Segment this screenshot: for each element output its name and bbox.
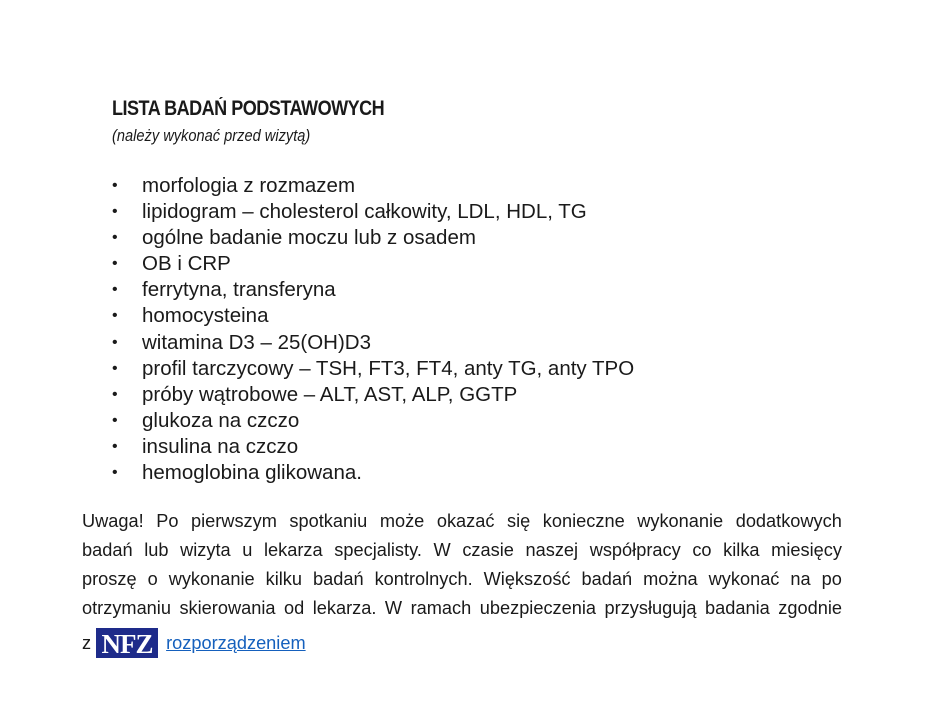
svg-text:NFZ: NFZ: [101, 629, 153, 658]
bullet-icon: •: [112, 255, 118, 273]
note-word: Uwaga!: [82, 511, 144, 531]
bullet-icon: •: [112, 437, 118, 455]
note-word: czasie: [462, 540, 514, 560]
note-word: kilku: [265, 569, 303, 589]
bullet-icon: •: [112, 385, 118, 403]
note-line: [82, 511, 842, 532]
bullet-icon: •: [112, 203, 118, 221]
note-word: proszę: [82, 569, 137, 589]
note-last-line: [82, 628, 306, 658]
note-line: [82, 598, 842, 619]
note-word: współpracy: [589, 540, 681, 560]
note-word: badań: [581, 569, 633, 589]
note-word: otrzymaniu: [82, 598, 171, 618]
note-prefix: z: [82, 632, 92, 653]
note-word: lekarza.: [312, 598, 377, 618]
note-word: wykonać: [708, 569, 780, 589]
note-word: W: [433, 540, 451, 560]
note-word: lekarza: [264, 540, 323, 560]
note-word: u: [242, 540, 253, 560]
note-line: [82, 540, 842, 561]
nfz-logo: [96, 628, 158, 658]
note-word: lub: [144, 540, 169, 560]
note-word: może: [379, 511, 425, 531]
note-word: Po: [156, 511, 179, 531]
note-word: badania: [705, 598, 770, 618]
note-word: wykonanie: [637, 511, 724, 531]
note-word: zgodnie: [778, 598, 842, 618]
page-subtitle: (należy wykonać przed wizytą): [112, 126, 311, 145]
page-title: LISTA BADAŃ PODSTAWOWYCH: [112, 97, 385, 120]
note-word: od: [284, 598, 305, 618]
bullet-icon: •: [112, 177, 118, 194]
note-word: ubezpieczenia: [479, 598, 597, 618]
note-word: się: [507, 511, 531, 531]
note-line: [82, 569, 842, 590]
note-word: dodatkowych: [735, 511, 842, 531]
nfz-logo-icon: [96, 628, 158, 658]
note-word: naszej: [525, 540, 579, 560]
note-word: badań: [313, 569, 364, 589]
note-word: przysługują: [604, 598, 697, 618]
bullet-icon: •: [112, 359, 118, 377]
note-word: kontrolnych.: [374, 569, 473, 589]
note-word: o: [147, 569, 158, 589]
note-word: na: [790, 569, 811, 589]
note-word: można: [643, 569, 698, 589]
note-word: kilka: [723, 540, 760, 560]
note-word: wizyta: [180, 540, 231, 560]
note-word: specjalisty.: [334, 540, 422, 560]
bullet-icon: •: [112, 464, 118, 482]
note-word: Większość: [483, 569, 571, 589]
note-word: W: [384, 598, 403, 618]
bullet-icon: •: [112, 411, 118, 429]
bullet-icon: •: [112, 333, 118, 351]
note-word: ramach: [410, 598, 472, 618]
note-word: wykonanie: [168, 569, 255, 589]
note-word: co: [692, 540, 712, 560]
note-word: konieczne: [542, 511, 625, 531]
note-word: okazać: [436, 511, 495, 531]
note-word: badań: [82, 540, 133, 560]
note-word: po: [821, 569, 842, 589]
note-word: spotkaniu: [289, 511, 368, 531]
bullet-icon: •: [112, 307, 118, 325]
note-word: pierwszym: [190, 511, 277, 531]
note-word: skierowania: [179, 598, 276, 618]
regulation-link[interactable]: rozporządzeniem: [166, 632, 306, 653]
bullet-icon: •: [112, 229, 118, 247]
bullet-icon: •: [112, 281, 118, 299]
note-word: miesięcy: [771, 540, 842, 560]
